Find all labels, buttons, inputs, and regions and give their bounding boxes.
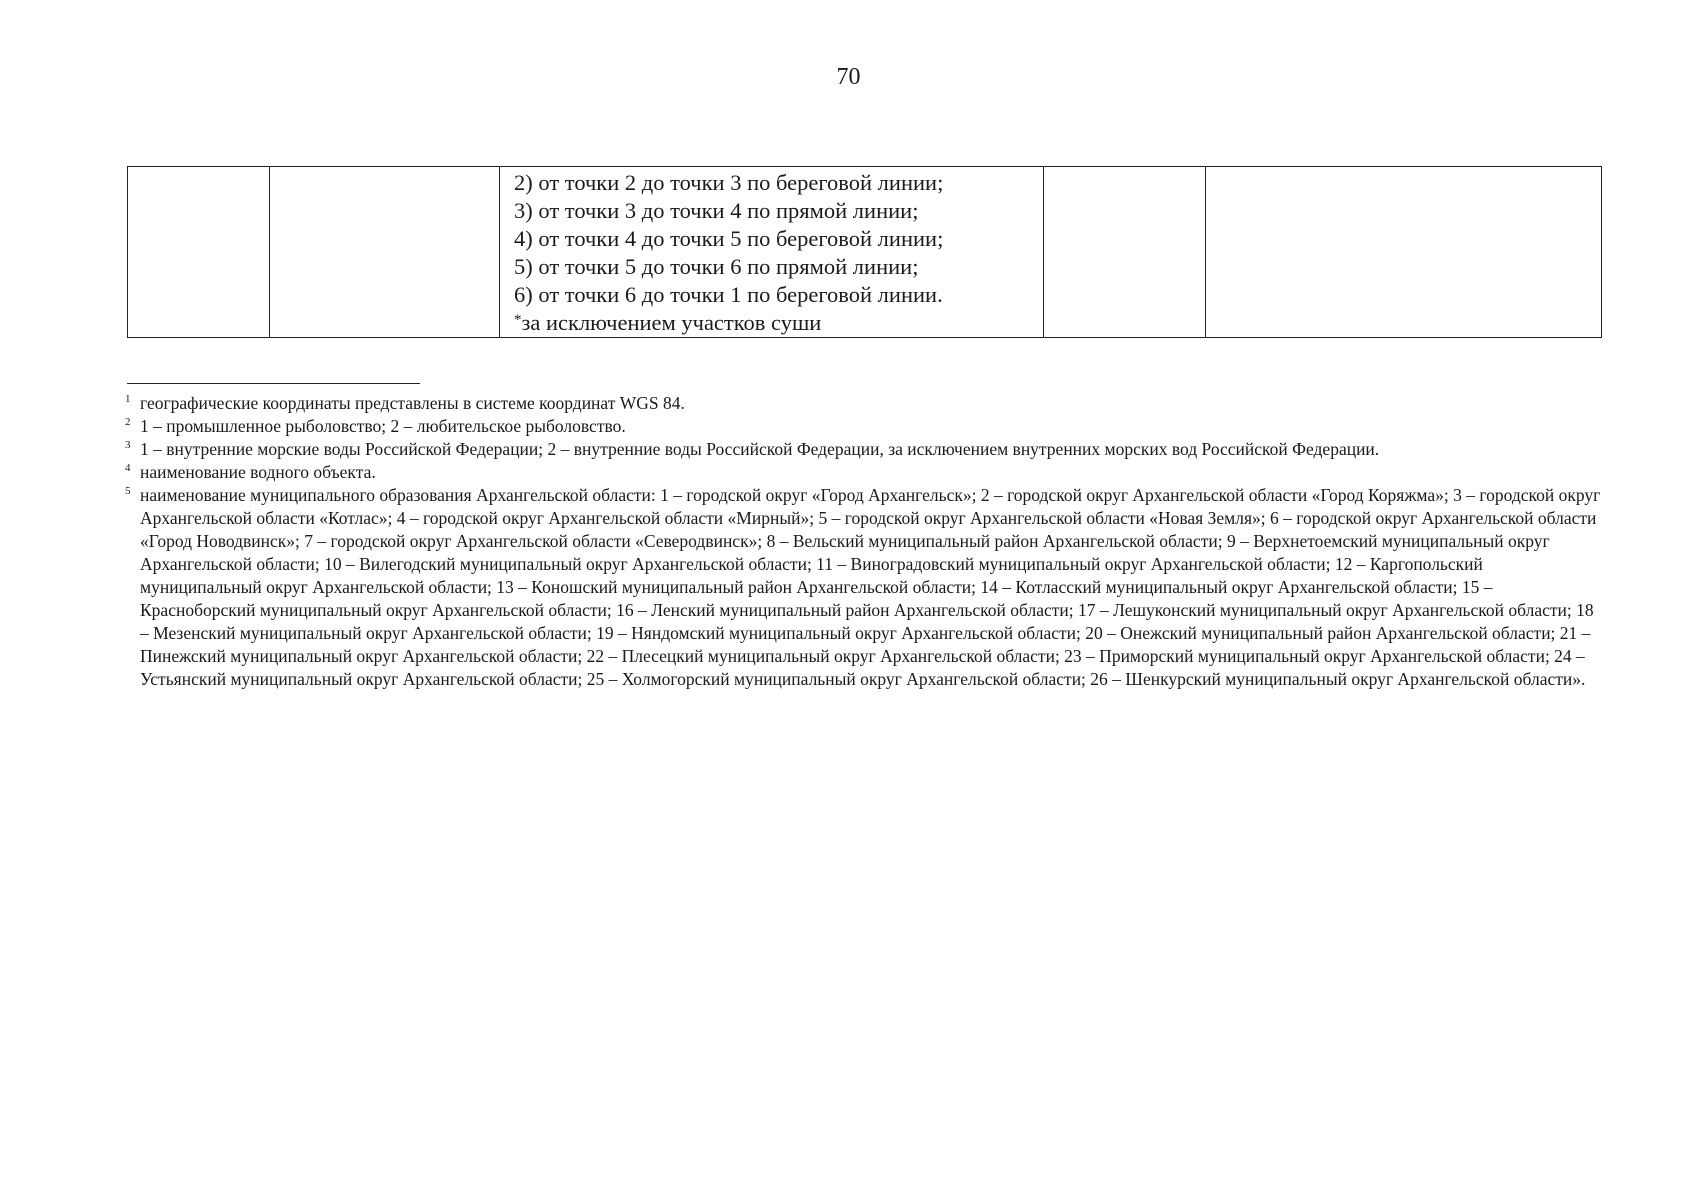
footnote-2 xyxy=(123,415,1603,438)
footnotes xyxy=(123,392,1603,691)
footnote-text: наименование муниципального образования Архангельской области: 1 – городской округ «Город Архангельск»; 2 – городской округ Архангельской области «Город Коряжма»; 3 – городской округ Архангельской области «Котлас»; 4 – городской округ Архангельской области «Мирный»; 5 – городской округ Архангельской области «Новая Земля»; 6 – городской округ Архангельской области «Город Новодвинск»; 7 – городской округ Архангельской области «Северодвинск»; 8 – Вельский муниципальный район Архангельской области; 9 – Верхнетоемский муниципальный округ Архангельской области; 10 – Вилегодский муниципальный округ Архангельской области; 11 – Виноградовский муниципальный округ Архангельской области; 12 – Каргопольский муниципальный округ Архангельской области; 13 – Коношский муниципальный район Архангельской области; 14 – Котласский муниципальный округ Архангельской области; 15 – Красноборский муниципальный округ Архангельской области; 16 – Ленский муниципальный район Архангельской области; 17 – Лешуконский муниципальный округ Архангельской области; 18 – Мезенский муниципальный округ Архангельской области; 19 – Няндомский муниципальный округ Архангельской области; 20 – Онежский муниципальный район Архангельской области; 21 – Пинежский муниципальный округ Архангельской области; 22 – Плесецкий муниципальный округ Архангельской области; 23 – Приморский муниципальный округ Архангельской области; 24 – Устьянский муниципальный округ Архангельской области; 25 – Холмогорский муниципальный округ Архангельской области; 26 – Шенкурский муниципальный округ Архангельской области». xyxy=(140,485,1601,689)
table-cell-empty-5 xyxy=(1206,167,1602,338)
boundary-line: 4) от точки 4 до точки 5 по береговой линии; xyxy=(514,226,944,251)
footnote-3 xyxy=(123,438,1603,461)
table-row xyxy=(128,167,1602,338)
footnote-text: наименование водного объекта. xyxy=(140,462,376,482)
boundary-description-cell xyxy=(500,167,1044,338)
table-cell-empty-1 xyxy=(128,167,270,338)
table-cell-empty-2 xyxy=(270,167,500,338)
exclusion-asterisk: * xyxy=(514,312,522,328)
footnote-mark: 1 xyxy=(125,393,131,405)
footnote-1 xyxy=(123,392,1603,415)
footnote-text: 1 – промышленное рыболовство; 2 – любительское рыболовство. xyxy=(140,416,626,436)
fishing-area-table xyxy=(127,166,1602,338)
footnote-4 xyxy=(123,461,1603,484)
footnote-5 xyxy=(123,484,1603,691)
exclusion-text: за исключением участков суши xyxy=(521,310,822,335)
footnote-separator xyxy=(127,383,420,384)
boundary-line: 3) от точки 3 до точки 4 по прямой линии; xyxy=(514,198,919,223)
footnote-mark: 4 xyxy=(125,462,131,474)
exclusion-note xyxy=(514,309,1043,337)
page-number: 70 xyxy=(836,64,861,90)
footnote-mark: 3 xyxy=(125,439,131,451)
footnote-mark: 5 xyxy=(125,485,131,497)
footnote-text: географические координаты представлены в системе координат WGS 84. xyxy=(140,393,685,413)
boundary-line: 5) от точки 5 до точки 6 по прямой линии; xyxy=(514,254,919,279)
boundary-line: 2) от точки 2 до точки 3 по береговой линии; xyxy=(514,170,944,195)
boundary-line: 6) от точки 6 до точки 1 по береговой линии. xyxy=(514,282,943,307)
footnote-mark: 2 xyxy=(125,416,131,428)
footnote-text: 1 – внутренние морские воды Российской Федерации; 2 – внутренние воды Российской Федерации, за исключением внутренних морских вод Российской Федерации. xyxy=(140,439,1380,459)
table-cell-empty-4 xyxy=(1044,167,1206,338)
